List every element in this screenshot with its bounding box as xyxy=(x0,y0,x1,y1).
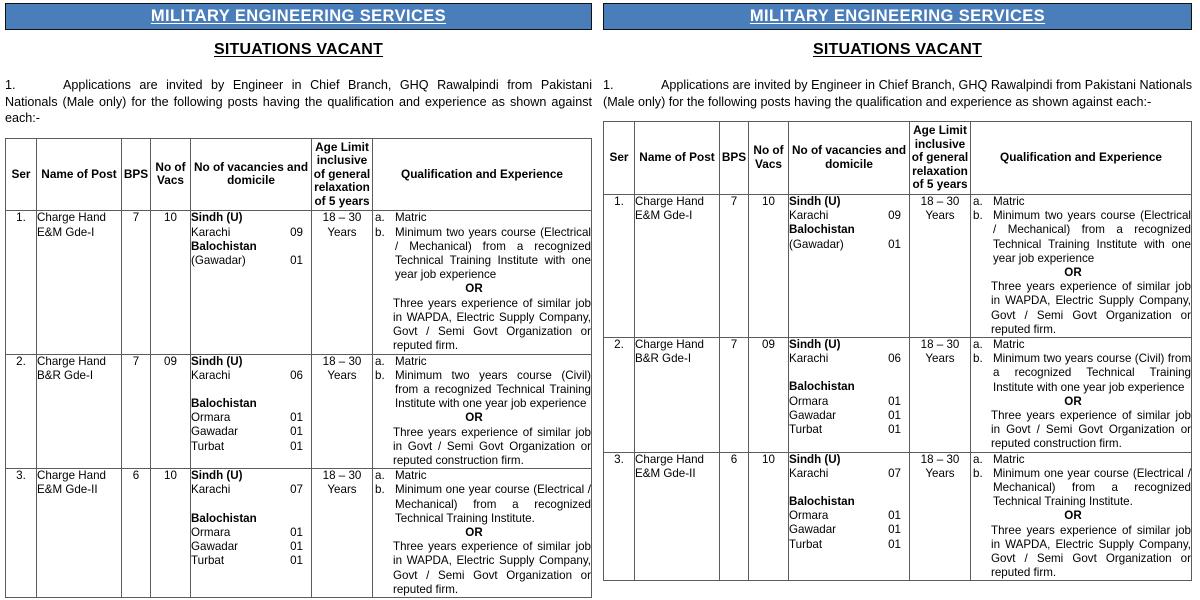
cell-qualification xyxy=(373,211,592,354)
qualification-text: Matric xyxy=(993,338,1025,351)
table-row xyxy=(6,469,592,598)
domicile-count: 01 xyxy=(888,537,901,551)
column-header-domicile: No of vacancies and domicile xyxy=(789,122,910,195)
domicile-place: Karachi xyxy=(191,368,231,382)
domicile-entry xyxy=(191,369,311,383)
column-header-age-limit: Age Limit inclusive of general relaxation of 5 years xyxy=(910,122,971,195)
qualification-marker: a. xyxy=(973,452,983,466)
domicile-province: Sindh (U) xyxy=(191,211,243,225)
domicile-count: 09 xyxy=(290,225,303,239)
qualification-marker: b. xyxy=(973,352,983,366)
cell-domicile xyxy=(191,354,312,469)
domicile-place: Karachi xyxy=(191,225,231,239)
domicile-count: 01 xyxy=(888,408,901,422)
column-header-ser: Ser xyxy=(604,122,635,195)
intro-paragraph xyxy=(603,77,1192,110)
qualification-alternate-text: Three years experience of similar job in WAPDA, Electric Supply Company, Govt / Semi Govt Organization or reputed firm. xyxy=(991,280,1191,336)
vacancy-table-body xyxy=(604,194,1192,580)
domicile-province: Balochistan xyxy=(191,396,257,410)
domicile-place: (Gawadar) xyxy=(191,254,246,268)
domicile-entry xyxy=(191,526,311,540)
domicile-place: Gawadar xyxy=(789,408,837,422)
qualification-or-label: OR xyxy=(1064,394,1082,408)
cell-ser: 3. xyxy=(604,452,635,581)
qualification-text: Matric xyxy=(395,211,427,225)
header-banner xyxy=(5,3,592,30)
qualification-text: Minimum one year course (Electrical / Mechanical) from a recognized Technical Training Institute. xyxy=(993,466,1191,509)
intro-number: 1. xyxy=(5,78,16,92)
domicile-count: 01 xyxy=(290,554,303,568)
qualification-marker: a. xyxy=(375,469,385,483)
cell-bps: 7 xyxy=(720,338,749,453)
cell-age-limit: 18 – 30 Years xyxy=(312,211,373,354)
domicile-place: Ormara xyxy=(789,394,829,408)
domicile-entry xyxy=(191,554,311,568)
intro-text: Applications are invited by Engineer in Chief Branch, GHQ Rawalpindi from Pakistani Nationals (Male only) for the following posts having the qualification and experience as shown against each:- xyxy=(5,78,592,125)
qualification-or-label: OR xyxy=(1064,265,1082,279)
domicile-entry xyxy=(191,483,311,497)
cell-post: Charge Hand B&R Gde-I xyxy=(37,354,122,469)
domicile-count: 06 xyxy=(888,352,901,366)
cell-post: Charge Hand E&M Gde-I xyxy=(635,194,720,337)
domicile-count: 01 xyxy=(888,509,901,523)
qualification-item xyxy=(373,483,591,526)
cell-qualification xyxy=(971,338,1192,453)
qualification-item xyxy=(971,209,1191,266)
domicile-count: 01 xyxy=(888,423,901,437)
qualification-marker: a. xyxy=(375,211,385,225)
domicile-entry xyxy=(789,538,909,552)
domicile-gap xyxy=(191,498,311,512)
qualification-alternate-text: Three years experience of similar job in Govt / Semi Govt Organization or reputed construction firm. xyxy=(393,425,591,467)
qualification-alternate-text: Three years experience of similar job in Govt / Semi Govt Organization or reputed construction firm. xyxy=(991,409,1191,451)
cell-vacs: 09 xyxy=(749,338,789,453)
domicile-count: 01 xyxy=(888,523,901,537)
qualification-text: Minimum two years course (Civil) from a recognized Technical Training Institute with one year job experience xyxy=(395,368,591,411)
qualification-text: Matric xyxy=(993,194,1025,208)
cell-age-limit: 18 – 30 Years xyxy=(312,354,373,469)
domicile-count: 01 xyxy=(290,525,303,539)
vacancy-table-head xyxy=(6,138,592,211)
domicile-place: Karachi xyxy=(789,466,829,480)
domicile-entry xyxy=(789,238,909,252)
cell-bps: 7 xyxy=(122,211,151,354)
domicile-group xyxy=(789,453,909,481)
page-subheading: SITUATIONS VACANT xyxy=(213,41,384,58)
domicile-group xyxy=(789,223,909,251)
vacancy-table-body xyxy=(6,211,592,597)
document-panel-right xyxy=(598,0,1200,600)
cell-ser: 3. xyxy=(6,469,37,598)
qualification-marker: b. xyxy=(375,225,385,239)
qualification-marker: b. xyxy=(973,466,983,480)
domicile-count: 07 xyxy=(888,466,901,480)
domicile-province: Balochistan xyxy=(789,380,855,394)
cell-vacs: 10 xyxy=(151,469,191,598)
cell-domicile xyxy=(789,194,910,337)
cell-bps: 6 xyxy=(720,452,749,581)
domicile-count: 01 xyxy=(290,539,303,553)
domicile-group xyxy=(191,469,311,497)
domicile-entry xyxy=(191,411,311,425)
domicile-place: Gawadar xyxy=(191,539,239,553)
domicile-count: 09 xyxy=(888,209,901,223)
domicile-entry xyxy=(191,254,311,268)
column-header-bps: BPS xyxy=(720,122,749,195)
document-panel-left xyxy=(0,0,598,600)
cell-post: Charge Hand B&R Gde-I xyxy=(635,338,720,453)
domicile-count: 01 xyxy=(290,254,303,268)
domicile-count: 07 xyxy=(290,483,303,497)
cell-qualification xyxy=(971,452,1192,581)
cell-qualification xyxy=(373,354,592,469)
domicile-entry xyxy=(789,409,909,423)
domicile-group xyxy=(191,211,311,239)
domicile-count: 01 xyxy=(888,394,901,408)
domicile-entry xyxy=(789,395,909,409)
qualification-marker: a. xyxy=(973,338,983,351)
intro-number: 1. xyxy=(603,78,614,92)
domicile-group xyxy=(789,338,909,366)
domicile-place: (Gawadar) xyxy=(789,237,844,251)
column-header-domicile: No of vacancies and domicile xyxy=(191,138,312,211)
cell-qualification xyxy=(373,469,592,598)
column-header-qualification: Qualification and Experience xyxy=(971,122,1192,195)
intro-paragraph xyxy=(5,77,592,127)
domicile-province: Sindh (U) xyxy=(789,452,841,466)
table-header-row xyxy=(604,122,1192,195)
cell-post: Charge Hand E&M Gde-II xyxy=(635,452,720,581)
banner-title: MILITARY ENGINEERING SERVICES xyxy=(749,7,1046,25)
domicile-entry xyxy=(789,209,909,223)
domicile-place: Karachi xyxy=(789,352,829,366)
qualification-item xyxy=(373,369,591,412)
qualification-item xyxy=(373,469,591,483)
domicile-gap xyxy=(191,383,311,397)
cell-age-limit: 18 – 30 Years xyxy=(910,194,971,337)
domicile-place: Ormara xyxy=(789,509,829,523)
domicile-entry xyxy=(789,467,909,481)
domicile-group xyxy=(191,397,311,454)
cell-vacs: 09 xyxy=(151,354,191,469)
cell-vacs: 10 xyxy=(151,211,191,354)
domicile-entry xyxy=(789,423,909,437)
qualification-marker: b. xyxy=(973,209,983,223)
column-header-vacs: No of Vacs xyxy=(749,122,789,195)
cell-bps: 7 xyxy=(720,194,749,337)
cell-domicile xyxy=(191,469,312,598)
domicile-entry xyxy=(191,425,311,439)
domicile-place: Karachi xyxy=(191,483,231,497)
cell-domicile xyxy=(191,211,312,354)
domicile-entry xyxy=(191,226,311,240)
banner-title: MILITARY ENGINEERING SERVICES xyxy=(150,7,447,25)
domicile-place: Karachi xyxy=(789,209,829,223)
vacancy-table-head xyxy=(604,122,1192,195)
qualification-or-label: OR xyxy=(465,282,483,296)
cell-bps: 6 xyxy=(122,469,151,598)
domicile-province: Balochistan xyxy=(191,511,257,525)
vacancy-table xyxy=(603,121,1192,581)
domicile-province: Sindh (U) xyxy=(191,354,243,368)
cell-age-limit: 18 – 30 Years xyxy=(312,469,373,598)
domicile-group xyxy=(789,495,909,552)
cell-qualification xyxy=(971,194,1192,337)
qualification-or-label: OR xyxy=(1064,509,1082,523)
qualification-text: Matric xyxy=(395,469,427,483)
domicile-entry xyxy=(191,540,311,554)
domicile-count: 01 xyxy=(290,439,303,453)
qualification-text: Matric xyxy=(395,354,427,368)
qualification-marker: b. xyxy=(375,368,385,382)
qualification-marker: a. xyxy=(973,194,983,208)
qualification-text: Minimum one year course (Electrical / Mechanical) from a recognized Technical Training Institute. xyxy=(395,483,591,525)
cell-post: Charge Hand E&M Gde-I xyxy=(37,211,122,354)
cell-bps: 7 xyxy=(122,354,151,469)
domicile-place: Gawadar xyxy=(789,523,837,537)
domicile-place: Turbat xyxy=(191,439,225,453)
domicile-place: Turbat xyxy=(789,423,823,437)
qualification-item xyxy=(373,355,591,369)
domicile-group xyxy=(191,240,311,268)
domicile-count: 01 xyxy=(290,411,303,425)
domicile-province: Sindh (U) xyxy=(191,469,243,483)
table-row xyxy=(604,194,1192,337)
cell-domicile xyxy=(789,338,910,453)
domicile-place: Gawadar xyxy=(191,425,239,439)
domicile-province: Balochistan xyxy=(191,239,257,253)
column-header-qualification: Qualification and Experience xyxy=(373,138,592,211)
domicile-place: Ormara xyxy=(191,411,231,425)
domicile-entry xyxy=(789,352,909,366)
page-subheading: SITUATIONS VACANT xyxy=(812,41,983,58)
qualification-text: Minimum two years course (Electrical / Mechanical) from a recognized Technical Training Institute with one year job experience xyxy=(395,225,591,282)
column-header-age-limit: Age Limit inclusive of general relaxation of 5 years xyxy=(312,138,373,211)
column-header-post: Name of Post xyxy=(635,122,720,195)
domicile-entry xyxy=(191,440,311,454)
domicile-count: 01 xyxy=(888,237,901,251)
header-banner xyxy=(603,3,1192,30)
domicile-province: Balochistan xyxy=(789,223,855,237)
cell-age-limit: 18 – 30 Years xyxy=(910,338,971,453)
qualification-item xyxy=(971,195,1191,209)
table-row xyxy=(604,452,1192,581)
domicile-count: 06 xyxy=(290,368,303,382)
cell-ser: 1. xyxy=(604,194,635,337)
vacancy-table xyxy=(5,138,592,598)
cell-vacs: 10 xyxy=(749,194,789,337)
cell-vacs: 10 xyxy=(749,452,789,581)
qualification-alternate-text: Three years experience of similar job in WAPDA, Electric Supply Company, Govt / Semi Govt Organization or reputed firm. xyxy=(393,296,591,353)
qualification-marker: a. xyxy=(375,354,385,368)
domicile-place: Turbat xyxy=(191,554,225,568)
cell-domicile xyxy=(789,452,910,581)
column-header-post: Name of Post xyxy=(37,138,122,211)
qualification-or-label: OR xyxy=(465,525,483,539)
domicile-place: Ormara xyxy=(191,525,231,539)
column-header-vacs: No of Vacs xyxy=(151,138,191,211)
qualification-or-label: OR xyxy=(465,411,483,425)
cell-ser: 2. xyxy=(6,354,37,469)
qualification-text: Matric xyxy=(993,452,1025,466)
cell-age-limit: 18 – 30 Years xyxy=(910,452,971,581)
domicile-entry xyxy=(789,509,909,523)
qualification-alternate-text: Three years experience of similar job in WAPDA, Electric Supply Company, Govt / Semi Govt Organization or reputed firm. xyxy=(393,540,591,596)
domicile-group xyxy=(191,512,311,569)
table-header-row xyxy=(6,138,592,211)
domicile-province: Balochistan xyxy=(789,495,855,509)
domicile-place: Turbat xyxy=(789,537,823,551)
cell-post: Charge Hand E&M Gde-II xyxy=(37,469,122,598)
domicile-province: Sindh (U) xyxy=(789,338,841,351)
column-header-bps: BPS xyxy=(122,138,151,211)
domicile-entry xyxy=(789,523,909,537)
qualification-item xyxy=(373,211,591,225)
domicile-gap xyxy=(789,481,909,495)
table-row xyxy=(604,338,1192,453)
domicile-group xyxy=(789,380,909,437)
qualification-marker: b. xyxy=(375,483,385,497)
domicile-count: 01 xyxy=(290,425,303,439)
column-header-ser: Ser xyxy=(6,138,37,211)
domicile-group xyxy=(789,195,909,223)
table-row xyxy=(6,354,592,469)
qualification-item xyxy=(971,453,1191,467)
qualification-alternate-text: Three years experience of similar job in WAPDA, Electric Supply Company, Govt / Semi Govt Organization or reputed firm. xyxy=(991,523,1191,580)
qualification-item xyxy=(971,467,1191,510)
cell-ser: 1. xyxy=(6,211,37,354)
qualification-item xyxy=(373,226,591,283)
domicile-gap xyxy=(789,366,909,380)
domicile-province: Sindh (U) xyxy=(789,194,841,208)
table-row xyxy=(6,211,592,354)
qualification-text: Minimum two years course (Electrical / Mechanical) from a recognized Technical Training Institute with one year job experience xyxy=(993,209,1191,265)
qualification-item xyxy=(971,352,1191,395)
cell-ser: 2. xyxy=(604,338,635,453)
domicile-group xyxy=(191,355,311,383)
qualification-item xyxy=(971,338,1191,352)
intro-text: Applications are invited by Engineer in Chief Branch, GHQ Rawalpindi from Pakistani Nationals (Male only) for the following posts having the qualification and experience as shown against each:- xyxy=(603,78,1192,109)
qualification-text: Minimum two years course (Civil) from a recognized Technical Training Institute with one year job experience xyxy=(993,352,1191,394)
